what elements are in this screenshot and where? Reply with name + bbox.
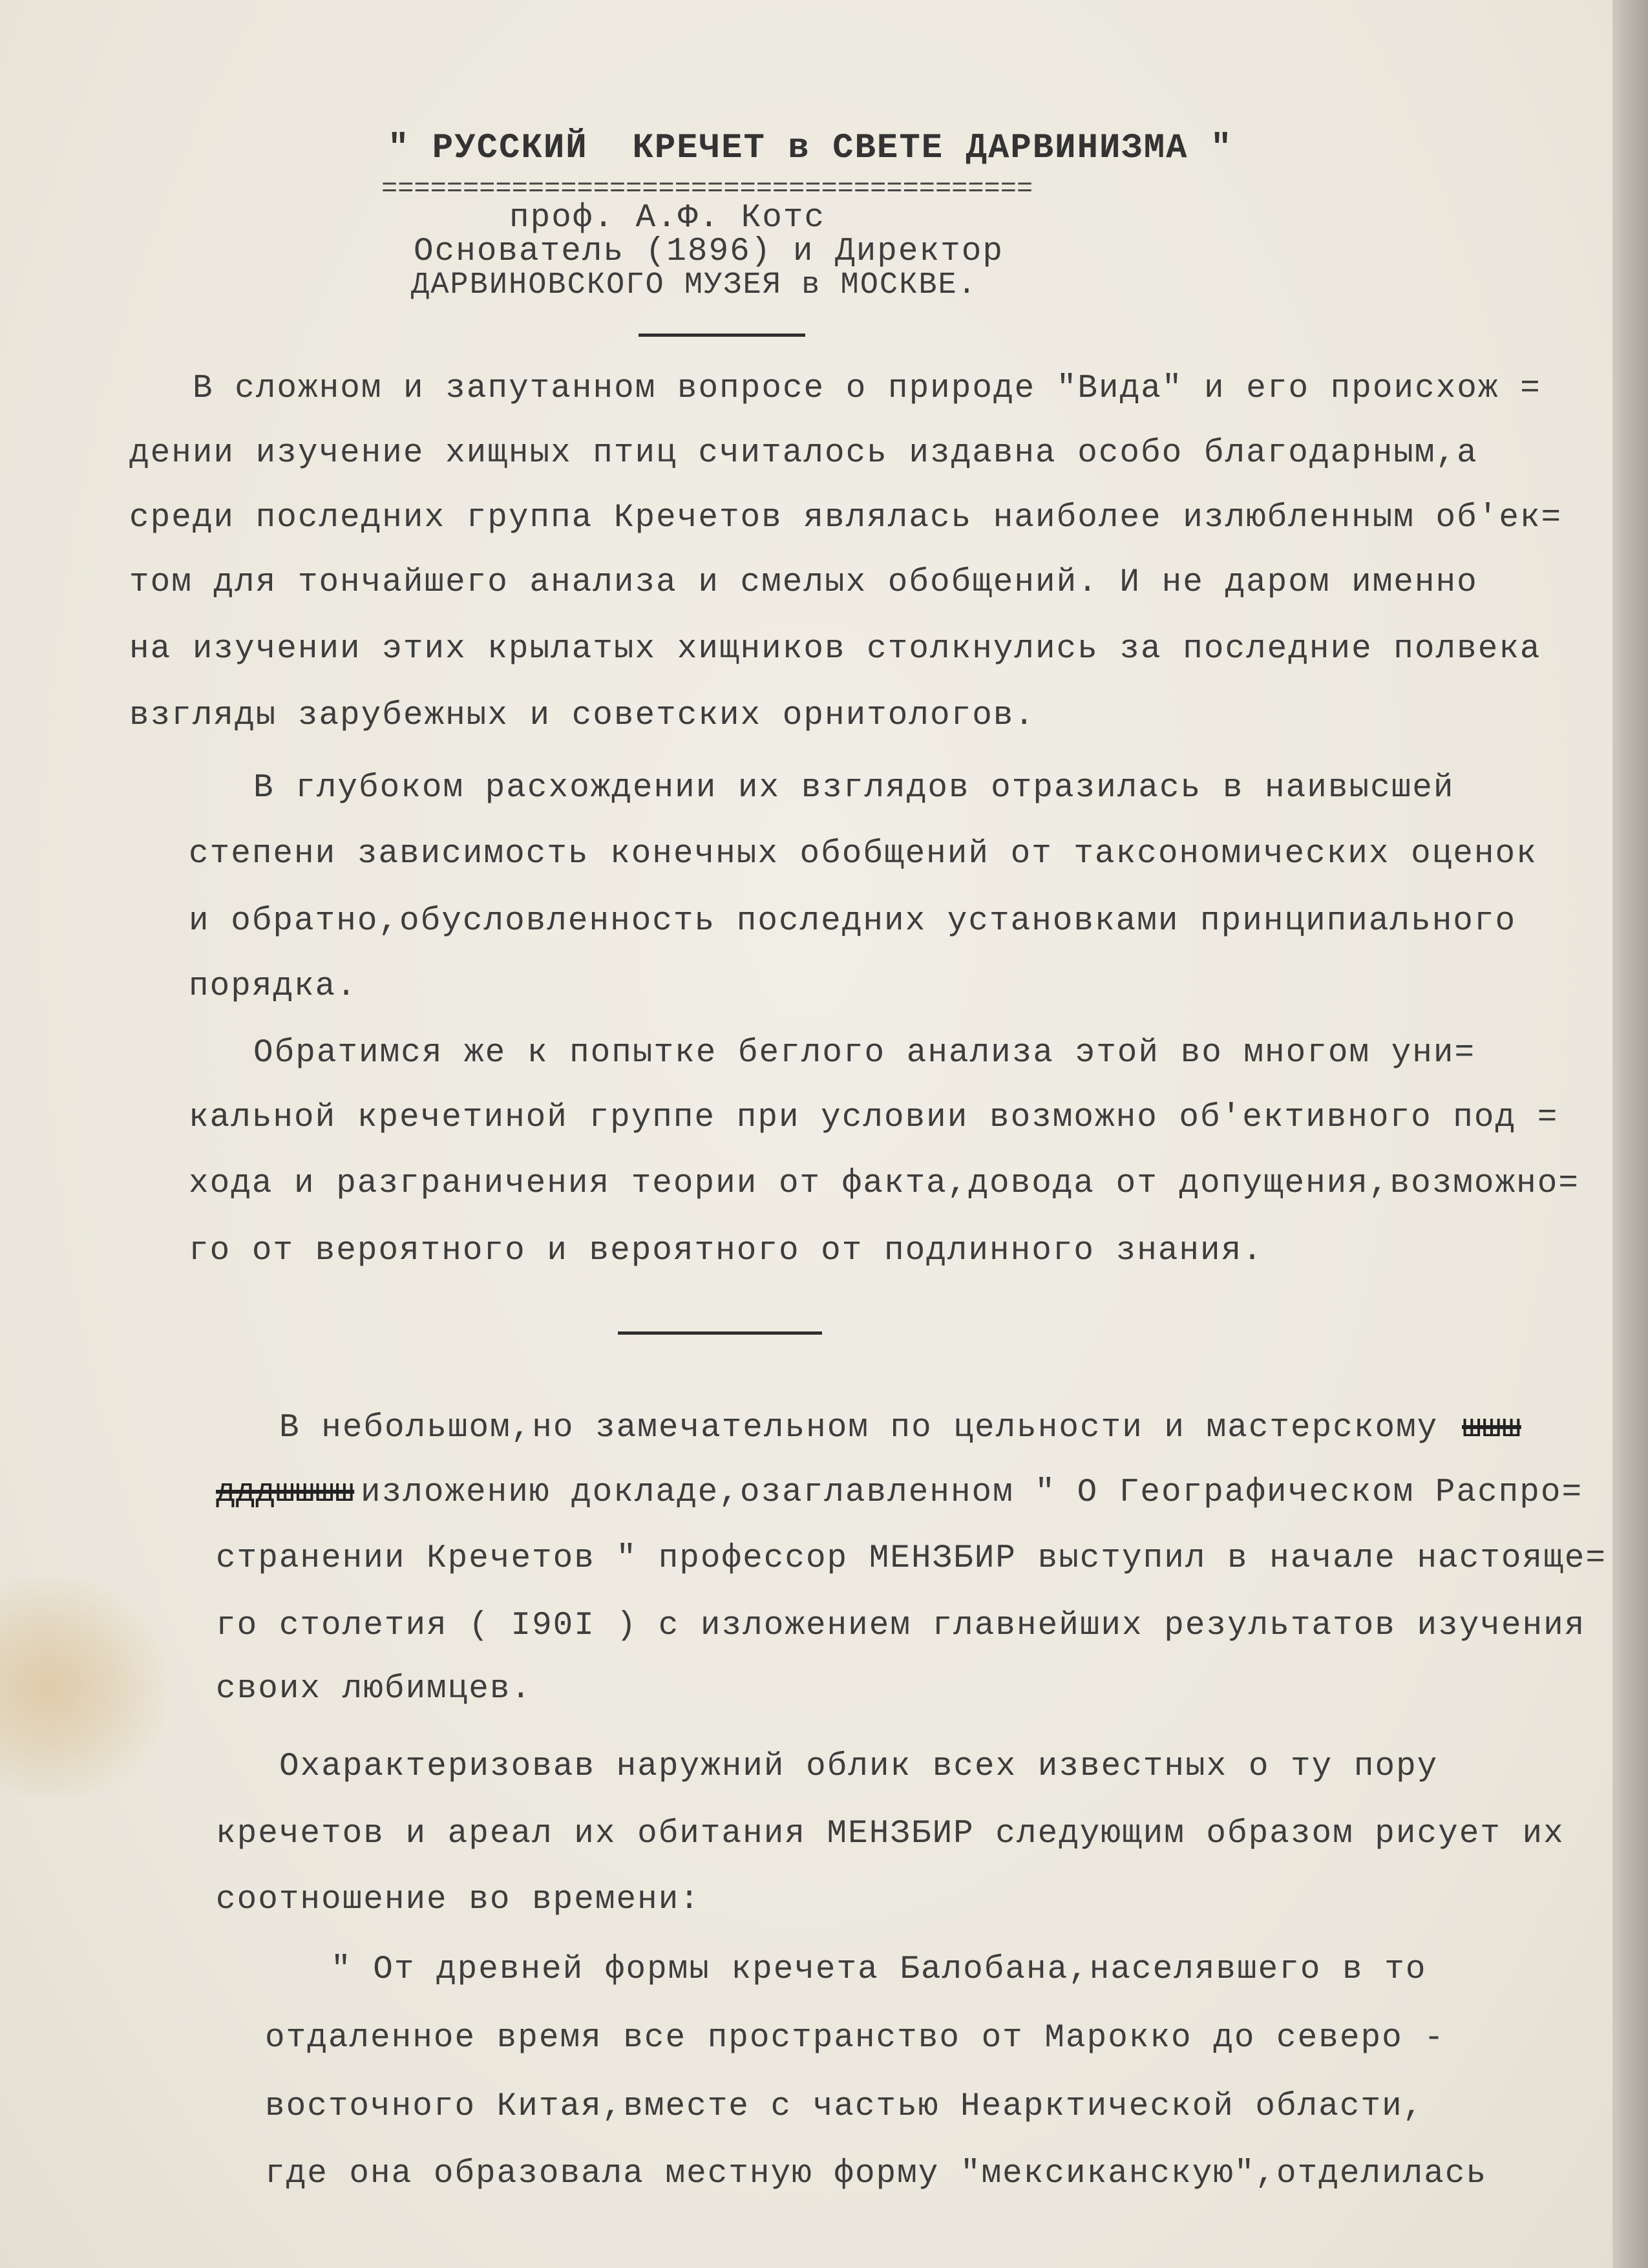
body-line: кальной кречетиной группе при условии возможно об'ективного под = — [189, 1099, 1559, 1136]
body-line: на изучении этих крылатых хищников столкнулись за последние полвека — [129, 631, 1541, 668]
body-line: своих любимцев. — [216, 1671, 533, 1708]
quote-line: отдаленное время все пространство от Марокко до северо - — [265, 2020, 1445, 2057]
body-line: том для тончайшего анализа и смелых обобщений. И не даром именно — [129, 564, 1478, 601]
paper-stain — [0, 1577, 168, 1797]
document-title: " РУССКИЙ КРЕЧЕТ в СВЕТЕ ДАРВИНИЗМА " — [388, 129, 1233, 168]
quote-line: восточного Китая,вместе с частью Неарктической области, — [265, 2088, 1424, 2125]
body-line: В сложном и запутанном вопросе о природе "Вида" и его происхож = — [193, 370, 1541, 407]
body-line: го от вероятного и вероятного от подлинного знания. — [189, 1233, 1263, 1269]
author-name: проф. А.Ф. Котс — [509, 200, 826, 237]
quote-line: " От древней формы кречета Балобана,населявшего в то — [331, 1951, 1427, 1988]
struck-out-text: дддшшшш — [216, 1474, 355, 1511]
body-line: взгляды зарубежных и советских орнитологов. — [129, 697, 1036, 734]
body-line: среди последних группа Кречетов являлась наиболее излюбленным об'ек= — [129, 500, 1563, 536]
body-line: кречетов и ареал их обитания МЕНЗБИР следующим образом рисует их — [216, 1816, 1565, 1852]
quote-line: где она образовала местную форму "мексиканскую",отделилась — [265, 2156, 1488, 2192]
author-role: Основатель (1896) и Директор — [414, 233, 1004, 270]
separator-line — [639, 334, 805, 337]
body-line: В небольшом,но замечательном по цельности и мастерскому — [279, 1410, 1439, 1447]
museum-name: ДАРВИНОВСКОГО МУЗЕЯ в МОСКВЕ. — [411, 268, 977, 302]
body-line: го столетия ( I90I ) с изложением главнейших результатов изучения — [216, 1607, 1586, 1644]
separator-line — [618, 1331, 822, 1335]
body-line: дении изучение хищных птиц считалось издавна особо благодарным,а — [129, 435, 1478, 472]
body-line: хода и разграничения теории от факта,довода от допущения,возможно= — [189, 1165, 1579, 1202]
body-line: Охарактеризовав наружний облик всех известных о ту пору — [279, 1748, 1439, 1785]
title-underline: ======================================== — [381, 173, 1033, 204]
body-line: соотношение во времени: — [216, 1881, 701, 1918]
body-line: степени зависимость конечных обобщений от таксономических оценок — [189, 836, 1537, 873]
body-line: порядка. — [189, 968, 357, 1005]
body-line: странении Кречетов " профессор МЕНЗБИР выступил в начале настояще= — [216, 1540, 1607, 1577]
body-line: изложению докладе,озаглавленном " О Географическом Распро= — [361, 1474, 1583, 1511]
paper-edge — [1612, 0, 1648, 2268]
body-line: В глубоком расхождении их взглядов отразилась в наивысшей — [253, 770, 1455, 807]
body-line: и обратно,обусловленность последних установками принципиального — [189, 903, 1517, 940]
struck-out-text: шшш — [1462, 1410, 1521, 1447]
body-line: Обратимся же к попытке беглого анализа этой во многом уни= — [253, 1035, 1476, 1072]
